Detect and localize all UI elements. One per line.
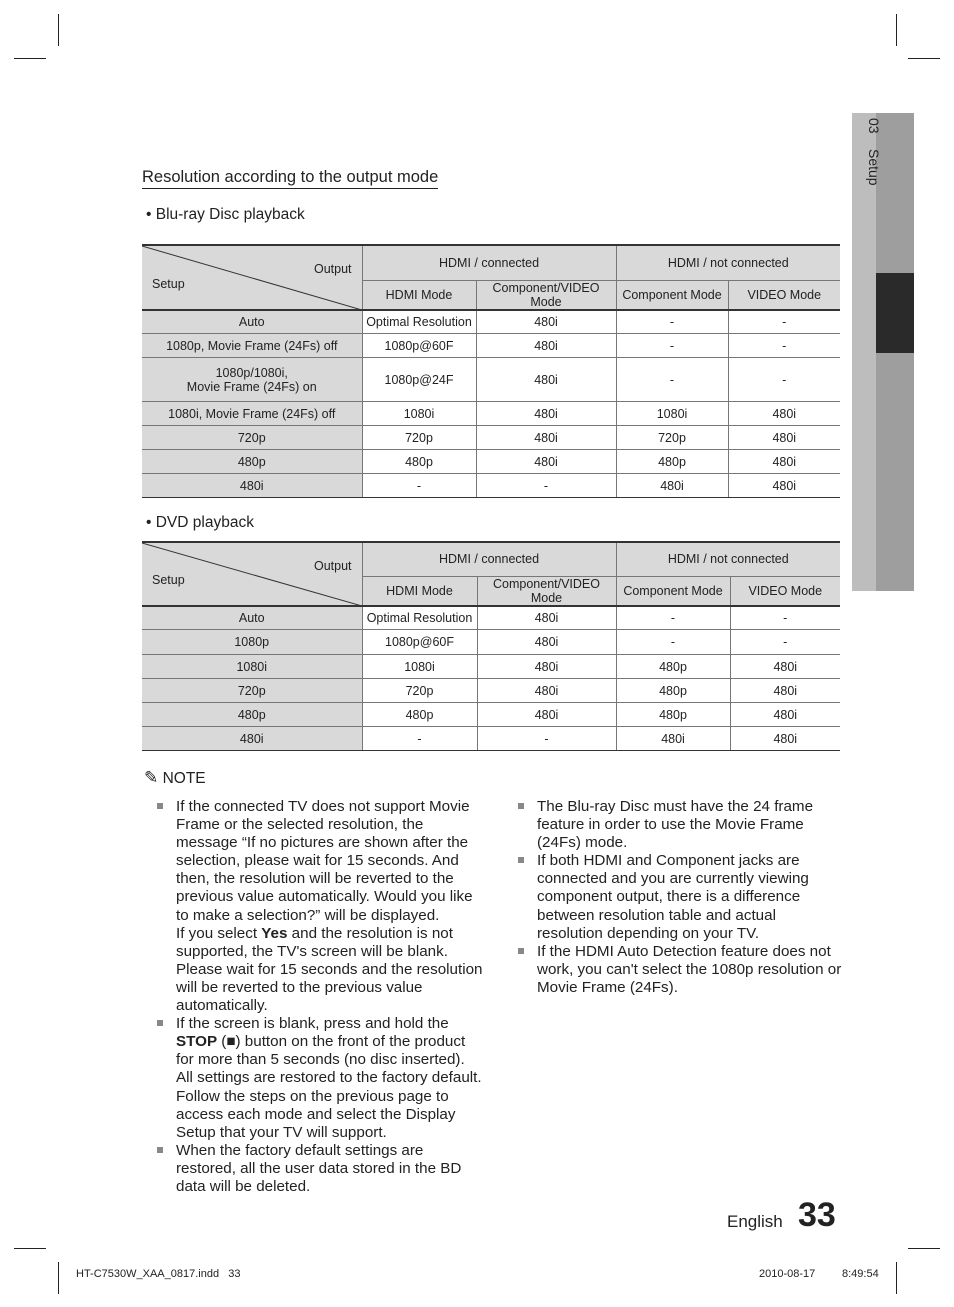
side-tab-marker <box>876 273 914 353</box>
table-cell: 480i <box>616 727 730 751</box>
row-label <box>142 358 362 402</box>
table-cell: 480i <box>476 402 616 426</box>
row-label-line: 1080p/1080i, <box>215 365 288 380</box>
table-cell: 480i <box>730 655 840 679</box>
row-label: 1080i <box>142 655 362 679</box>
section-title: Resolution according to the output mode <box>142 168 438 189</box>
table-cell: - <box>728 310 840 334</box>
table-cell: 720p <box>616 426 728 450</box>
bluray-heading-text: Blu-ray Disc playback <box>155 206 305 223</box>
note-item <box>505 943 845 997</box>
note-emphasis: STOP <box>176 1033 218 1051</box>
table-cell: - <box>476 474 616 498</box>
square-bullet-icon <box>157 1147 163 1153</box>
row-label: 480p <box>142 703 362 727</box>
row-label: 480p <box>142 450 362 474</box>
dvd-resolution-table <box>142 541 840 751</box>
crop-mark <box>58 1262 59 1294</box>
table-cell: 480i <box>477 679 616 703</box>
corner-setup-label: Setup <box>152 572 185 587</box>
table-cell: 480i <box>728 474 840 498</box>
table-cell: 480i <box>730 727 840 751</box>
table-row <box>142 703 840 727</box>
table-cell: 480i <box>476 426 616 450</box>
table-cell: 480i <box>477 655 616 679</box>
dvd-heading: • DVD playback <box>146 514 254 531</box>
note-text-part: If you select <box>176 924 262 942</box>
note-item <box>144 798 484 1015</box>
table-cell: 1080p@24F <box>362 358 476 402</box>
side-tab-label <box>866 118 882 198</box>
table-row <box>142 727 840 751</box>
note-item <box>144 1142 484 1196</box>
table-corner-header <box>142 245 362 310</box>
row-label: 1080p <box>142 630 362 655</box>
chapter-name: Setup <box>866 149 882 187</box>
table-cell: 480p <box>362 703 477 727</box>
note-heading-text: NOTE <box>162 770 206 787</box>
group-header-hdmi-not-connected: HDMI / not connected <box>616 245 840 280</box>
sub-header: Component/VIDEO Mode <box>477 576 616 606</box>
bluray-heading: • Blu-ray Disc playback <box>146 206 305 223</box>
note-item <box>505 852 845 942</box>
group-header-hdmi-connected: HDMI / connected <box>362 245 616 280</box>
table-cell: 720p <box>362 679 477 703</box>
table-cell: - <box>616 606 730 630</box>
note-text-part: (■) button on the front of the product for more than 5 seconds (no disc inserted). All settings are restored to the factory default. Follow the steps on the previous page to access each mode and select the Display Setup that your TV will support. <box>176 1033 482 1141</box>
pencil-icon: ✎ <box>144 768 159 787</box>
footer-language: English <box>727 1212 783 1231</box>
table-row <box>142 334 840 358</box>
row-label: 480i <box>142 727 362 751</box>
corner-output-label: Output <box>313 559 352 573</box>
square-bullet-icon <box>518 857 524 863</box>
row-label: 480i <box>142 474 362 498</box>
table-cell: 1080i <box>362 402 476 426</box>
corner-setup-label: Setup <box>152 276 185 291</box>
chapter-number: 03 <box>866 118 882 134</box>
sub-header: VIDEO Mode <box>728 280 840 310</box>
crop-mark <box>908 58 940 59</box>
table-cell: - <box>616 334 728 358</box>
square-bullet-icon <box>518 803 524 809</box>
chapter-side-tab <box>852 113 914 591</box>
table-cell: 480i <box>476 450 616 474</box>
table-cell: 480i <box>476 310 616 334</box>
table-cell: 480i <box>476 334 616 358</box>
notes-right-column <box>505 798 845 997</box>
note-text-part: If the screen is blank, press and hold the <box>176 1015 449 1033</box>
table-cell: 480i <box>616 474 728 498</box>
note-item <box>144 1015 484 1142</box>
row-label: Auto <box>142 310 362 334</box>
note-item <box>505 798 845 852</box>
table-row <box>142 402 840 426</box>
table-cell: Optimal Resolution <box>362 310 476 334</box>
crop-mark <box>908 1248 940 1249</box>
group-header-hdmi-not-connected: HDMI / not connected <box>616 542 840 576</box>
page-number: 33 <box>798 1196 836 1234</box>
footer-date: 2010-08-17 <box>759 1268 816 1280</box>
table-row <box>142 474 840 498</box>
table-cell: 480p <box>362 450 476 474</box>
crop-mark <box>14 1248 46 1249</box>
row-label: Auto <box>142 606 362 630</box>
square-bullet-icon <box>518 948 524 954</box>
table-cell: 480i <box>477 630 616 655</box>
table-cell: 480i <box>730 703 840 727</box>
footer-filename: HT-C7530W_XAA_0817.indd 33 <box>76 1268 241 1280</box>
crop-mark <box>14 58 46 59</box>
table-cell: - <box>730 630 840 655</box>
table-cell: 480i <box>477 703 616 727</box>
table-cell: 480i <box>728 402 840 426</box>
notes-left-column <box>144 798 484 1196</box>
note-text: If both HDMI and Component jacks are connected and you are currently viewing component output, there is a difference between resolution table and actual resolution depending on your TV. <box>537 852 809 942</box>
group-header-hdmi-connected: HDMI / connected <box>362 542 616 576</box>
table-row <box>142 655 840 679</box>
row-label: 1080i, Movie Frame (24Fs) off <box>142 402 362 426</box>
note-text: When the factory default settings are restored, all the user data stored in the BD data will be deleted. <box>176 1141 462 1195</box>
sub-header: Component Mode <box>616 280 728 310</box>
sub-header: Component Mode <box>616 576 730 606</box>
table-row <box>142 358 840 402</box>
note-heading <box>144 768 206 788</box>
table-cell: 480i <box>476 358 616 402</box>
crop-mark <box>896 14 897 46</box>
table-cell: 480i <box>728 426 840 450</box>
table-cell: - <box>477 727 616 751</box>
table-row <box>142 310 840 334</box>
row-label-line: Movie Frame (24Fs) on <box>186 379 317 394</box>
table-cell: - <box>362 727 477 751</box>
table-cell: - <box>728 358 840 402</box>
note-text: The Blu-ray Disc must have the 24 frame feature in order to use the Movie Frame (24Fs) mode. <box>537 798 814 852</box>
note-text <box>176 1015 484 1142</box>
table-cell: Optimal Resolution <box>362 606 477 630</box>
crop-mark <box>58 14 59 46</box>
note-text-part: and the resolution is not supported, the TV's screen will be blank. Please wait for 15 seconds and the resolution will be reverted to the previous value automatically. <box>176 924 483 1015</box>
row-label: 720p <box>142 679 362 703</box>
table-cell: 480i <box>728 450 840 474</box>
crop-mark <box>896 1262 897 1294</box>
dvd-heading-text: DVD playback <box>155 514 254 531</box>
note-text: If the connected TV does not support Movie Frame or the selected resolution, the message “If no pictures are shown after the selection, please wait for 15 seconds. And then, the resolution will be reverted to the previous value automatically. Would you like to make a selection?” will be displayed. <box>176 798 473 924</box>
table-cell: 1080i <box>362 655 477 679</box>
table-cell: 480p <box>616 703 730 727</box>
row-label: 1080p, Movie Frame (24Fs) off <box>142 334 362 358</box>
sub-header: Component/VIDEO Mode <box>476 280 616 310</box>
table-cell: - <box>730 606 840 630</box>
table-cell: - <box>616 630 730 655</box>
table-cell: 1080p@60F <box>362 630 477 655</box>
note-text <box>176 925 484 1015</box>
sub-header: HDMI Mode <box>362 280 476 310</box>
note-emphasis: Yes <box>261 924 288 942</box>
table-cell: - <box>616 358 728 402</box>
footer-time: 8:49:54 <box>842 1268 879 1280</box>
table-cell: 480p <box>616 655 730 679</box>
bluray-resolution-table <box>142 244 840 498</box>
note-text: If the HDMI Auto Detection feature does not work, you can't select the 1080p resolution or Movie Frame (24Fs). <box>537 942 842 996</box>
table-row <box>142 630 840 655</box>
table-corner-header <box>142 542 362 606</box>
corner-output-label: Output <box>313 262 352 276</box>
table-cell: 480i <box>477 606 616 630</box>
table-row <box>142 606 840 630</box>
row-label: 720p <box>142 426 362 450</box>
table-cell: 1080p@60F <box>362 334 476 358</box>
sub-header: HDMI Mode <box>362 576 477 606</box>
table-cell: - <box>362 474 476 498</box>
table-cell: 480p <box>616 679 730 703</box>
square-bullet-icon <box>157 1020 163 1026</box>
table-row <box>142 679 840 703</box>
table-cell: - <box>728 334 840 358</box>
sub-header: VIDEO Mode <box>730 576 840 606</box>
table-row <box>142 450 840 474</box>
table-cell: - <box>616 310 728 334</box>
table-cell: 720p <box>362 426 476 450</box>
table-row <box>142 426 840 450</box>
square-bullet-icon <box>157 803 163 809</box>
table-cell: 480p <box>616 450 728 474</box>
table-cell: 480i <box>730 679 840 703</box>
table-cell: 1080i <box>616 402 728 426</box>
